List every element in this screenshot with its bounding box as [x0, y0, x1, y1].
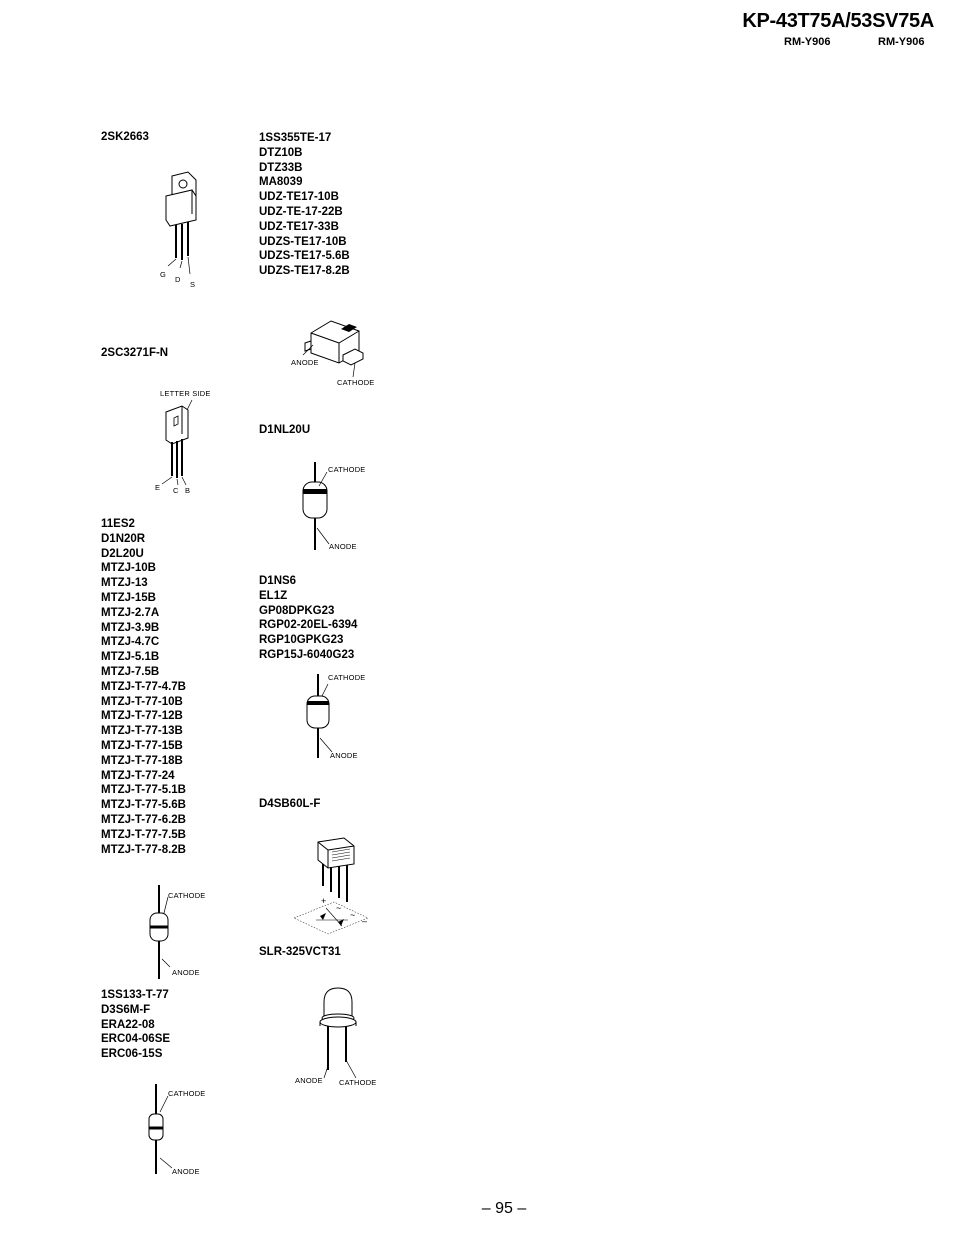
part-number: MTZJ-T-77-8.2B: [101, 843, 186, 856]
pin-label-b: B: [185, 486, 191, 495]
part-number: MTZJ-4.7C: [101, 636, 160, 649]
part-number: D2L20U: [101, 547, 144, 560]
part-number: MTZJ-T-77-15B: [101, 739, 183, 752]
part-heading: D1NL20U: [259, 424, 311, 436]
cathode-label: CATHODE: [168, 1089, 206, 1098]
plus-symbol: +: [321, 896, 327, 906]
model-code: RM-Y906: [878, 36, 925, 48]
part-number: GP08DPKG23: [259, 604, 335, 617]
part-number: DTZ10B: [259, 146, 303, 159]
anode-label: ANODE: [172, 968, 200, 977]
part-number: MTZJ-5.1B: [101, 651, 160, 664]
part-heading: D4SB60L-F: [259, 798, 321, 810]
part-list: [259, 574, 357, 663]
part-list: [101, 988, 170, 1062]
part-number: MTZJ-T-77-24: [101, 769, 175, 782]
part-number: D1NS6: [259, 575, 297, 587]
cathode-label: CATHODE: [328, 465, 366, 474]
part-number: MTZJ-7.5B: [101, 665, 160, 678]
part-number: ERC04-06SE: [101, 1033, 171, 1046]
anode-label: ANODE: [329, 542, 357, 551]
anode-label: ANODE: [172, 1167, 200, 1176]
part-number: 1SS133-T-77: [101, 989, 169, 1001]
letter-side-label: LETTER SIDE: [160, 389, 211, 398]
part-number: RGP10GPKG23: [259, 634, 344, 647]
part-number: 1SS355TE-17: [259, 132, 332, 144]
part-number: UDZS-TE17-10B: [259, 235, 347, 248]
part-number: D3S6M-F: [101, 1003, 151, 1016]
part-number: 11ES2: [101, 518, 135, 530]
part-number: UDZS-TE17-8.2B: [259, 265, 350, 278]
part-number: UDZ-TE17-10B: [259, 191, 339, 204]
cathode-label: CATHODE: [339, 1078, 377, 1087]
pin-label-e: E: [155, 483, 161, 492]
part-heading: SLR-325VCT31: [259, 946, 341, 958]
part-number: MTZJ-T-77-10B: [101, 695, 183, 708]
anode-label: ANODE: [291, 358, 319, 367]
part-number: ERC06-15S: [101, 1048, 163, 1061]
pin-label-g: G: [160, 270, 167, 279]
part-heading: 2SK2663: [101, 131, 149, 143]
model-code: RM-Y906: [784, 36, 831, 48]
axial-diode-drawing: [295, 460, 355, 555]
cathode-label: CATHODE: [168, 891, 206, 900]
pin-label-s: S: [190, 280, 196, 289]
ac-symbol: ~: [350, 910, 356, 920]
part-number: UDZS-TE17-5.6B: [259, 250, 350, 263]
part-number: MTZJ-2.7A: [101, 606, 160, 619]
part-number: MTZJ-T-77-7.5B: [101, 828, 186, 841]
ac-symbol: ~: [336, 903, 342, 913]
transistor-to220-drawing: [150, 168, 220, 278]
part-number: ERA22-08: [101, 1018, 155, 1031]
minus-symbol: –: [362, 916, 368, 926]
part-heading: 2SC3271F-N: [101, 347, 169, 359]
smd-diode-drawing: [295, 315, 375, 385]
part-number: D1N20R: [101, 532, 146, 545]
part-list: [101, 517, 186, 857]
part-number: MA8039: [259, 176, 303, 189]
page-title: KP-43T75A/53SV75A: [742, 10, 934, 32]
part-number: MTZJ-T-77-13B: [101, 725, 183, 738]
cathode-label: CATHODE: [337, 378, 375, 387]
part-number: MTZJ-3.9B: [101, 621, 160, 634]
led-drawing: [300, 984, 380, 1080]
pin-label-c: C: [173, 486, 179, 495]
part-number: MTZJ-T-77-18B: [101, 754, 183, 767]
anode-label: ANODE: [330, 751, 358, 760]
cathode-label: CATHODE: [328, 673, 366, 682]
part-number: MTZJ-15B: [101, 591, 156, 604]
part-number: UDZ-TE-17-22B: [259, 205, 343, 218]
pin-label-d: D: [175, 275, 181, 284]
part-number: MTZJ-13: [101, 577, 148, 590]
part-number: MTZJ-T-77-5.6B: [101, 799, 186, 812]
part-number: MTZJ-T-77-5.1B: [101, 784, 186, 797]
part-number: UDZ-TE17-33B: [259, 220, 339, 233]
page-number: – 95 –: [481, 1200, 527, 1217]
part-list: [259, 131, 350, 279]
axial-diode-drawing: [298, 672, 358, 762]
part-number: MTZJ-T-77-12B: [101, 710, 183, 723]
part-number: DTZ33B: [259, 161, 303, 174]
part-number: MTZJ-T-77-4.7B: [101, 680, 186, 693]
part-number: MTZJ-T-77-6.2B: [101, 813, 186, 826]
part-number: RGP15J-6040G23: [259, 648, 355, 661]
anode-label: ANODE: [295, 1076, 323, 1085]
part-number: MTZJ-10B: [101, 562, 156, 575]
part-number: RGP02-20EL-6394: [259, 619, 358, 632]
part-number: EL1Z: [259, 589, 288, 602]
